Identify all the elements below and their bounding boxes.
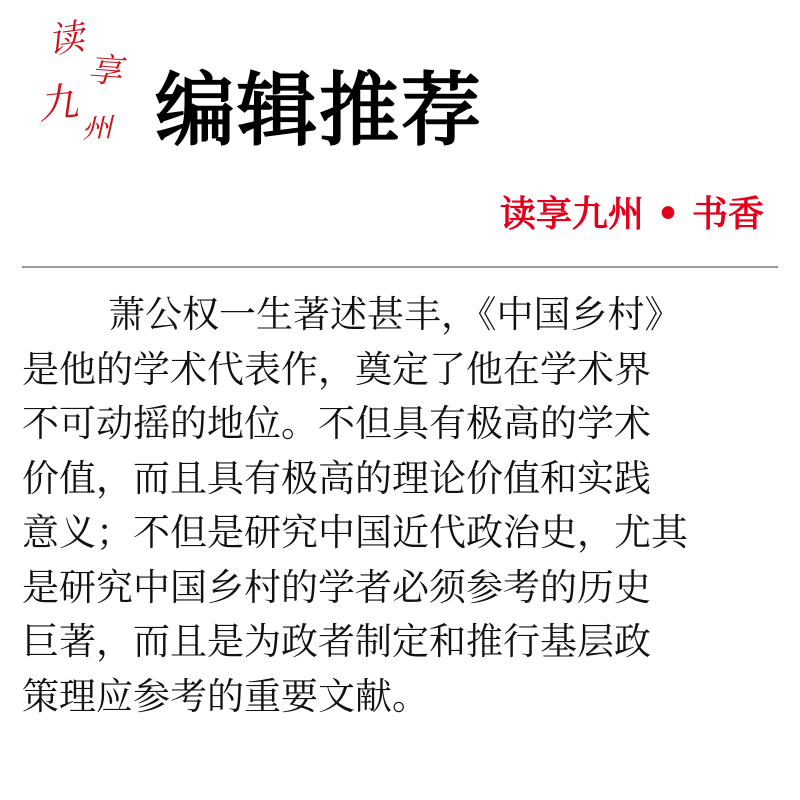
logo-char-3: 九 <box>35 79 81 129</box>
paragraph-line: 意义；不但是研究中国近代政治史，尤其 <box>22 511 688 554</box>
paragraph-line: 价值，而且具有极高的理论价值和实践 <box>22 456 651 500</box>
page-subtitle: 读享九州 • 书香 <box>499 193 764 235</box>
recommendation-paragraph <box>22 288 782 724</box>
paragraph-line: 是研究中国乡村的学者必须参考的历史 <box>22 565 651 609</box>
paragraph-line: 萧公权一生著述甚丰，《中国乡村》 <box>108 293 682 336</box>
page-title: 编辑推荐 <box>155 63 483 157</box>
paragraph-line: 巨著，而且是为政者制定和推行基层政 <box>22 620 651 663</box>
paragraph-line: 是他的学术代表作，奠定了他在学术界 <box>22 347 651 391</box>
logo-char-4: 州 <box>80 112 114 146</box>
paragraph-line: 策理应参考的重要文献。 <box>22 674 429 718</box>
divider <box>22 266 778 268</box>
logo-char-2: 享 <box>86 49 124 93</box>
logo-char-1: 读 <box>45 16 87 63</box>
paragraph-line: 不可动摇的地位。不但具有极高的学术 <box>22 402 651 445</box>
brand-logo <box>35 16 138 150</box>
